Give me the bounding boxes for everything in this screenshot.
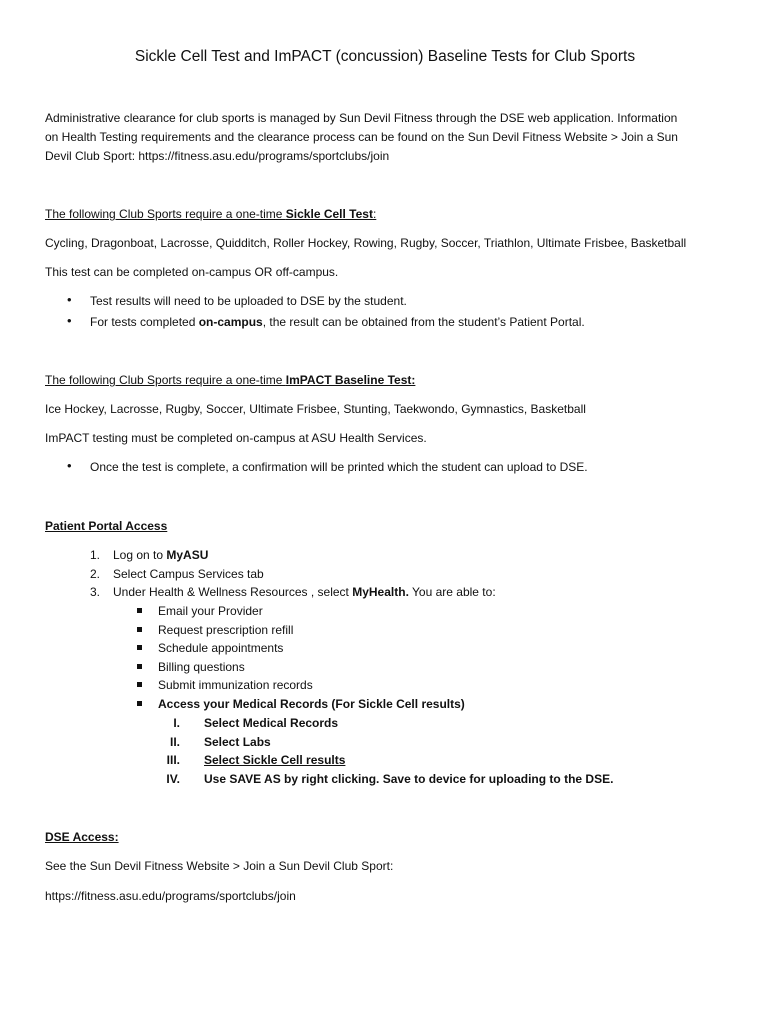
portal-heading: Patient Portal Access [45,519,168,533]
portal-step-3-prefix: Under Health & Wellness Resources , select [113,585,353,599]
impact-note: ImPACT testing must be completed on-campus at ASU Health Services. [45,431,427,445]
roman-step-4: Use SAVE AS by right clicking. Save to device for uploading to the DSE. [204,772,614,786]
impact-sports: Ice Hockey, Lacrosse, Rugby, Soccer, Ultimate Frisbee, Stunting, Taekwondo, Gymnastics, Basketball [45,402,586,416]
sickle-note: This test can be completed on-campus OR off-campus. [45,265,339,279]
square-bullet-icon [137,701,142,706]
square-bullet-icon [137,608,142,613]
sickle-heading [45,207,376,221]
sickle-bullet-2-bold: on-campus [198,315,263,329]
portal-sub-item: Billing questions [158,660,245,674]
step-number: 2. [89,567,100,581]
bullet-icon: • [67,458,72,473]
page-title: Sickle Cell Test and ImPACT (concussion) Baseline Tests for Club Sports [134,48,636,65]
roman-numeral: II. [169,735,180,749]
roman-numeral: IV. [166,772,180,786]
bullet-icon: • [67,292,72,307]
portal-sub-item: Submit immunization records [158,678,313,692]
sickle-bullet-2 [90,315,585,329]
portal-sub-item: Email your Provider [158,604,263,618]
impact-heading [45,373,415,387]
sickle-bullet-1: Test results will need to be uploaded to DSE by the student. [90,294,407,308]
portal-step-1-prefix: Log on to [113,548,167,562]
portal-sub-item: Schedule appointments [158,641,284,655]
impact-heading-prefix: The following Club Sports require a one-time [45,373,286,387]
dse-line-1: See the Sun Devil Fitness Website > Join a Sun Devil Club Sport: [45,859,394,873]
portal-step-2: Select Campus Services tab [113,567,264,581]
portal-step-1-bold: MyASU [166,548,209,562]
square-bullet-icon [137,627,142,632]
sickle-bullet-2-prefix: For tests completed [90,315,199,329]
portal-step-1 [113,548,208,562]
intro-line-2: on Health Testing requirements and the clearance process can be found on the Sun Devil Fitness Website > Join a Sun [45,130,678,144]
roman-numeral: I. [173,716,180,730]
portal-step-3-bold: MyHealth. [352,585,409,599]
sickle-sports: Cycling, Dragonboat, Lacrosse, Quidditch, Roller Hockey, Rowing, Rugby, Soccer, Triathlon, Ultimate Frisbee, Basketball [45,236,687,250]
intro-line-1: Administrative clearance for club sports is managed by Sun Devil Fitness through the DSE web application. Information [45,111,678,125]
dse-heading: DSE Access: [45,830,119,844]
square-bullet-icon [137,682,142,687]
portal-step-3-suffix: You are able to: [408,585,496,599]
dse-link: https://fitness.asu.edu/programs/sportclubs/join [45,889,296,903]
impact-bullet-1: Once the test is complete, a confirmation will be printed which the student can upload to DSE. [90,460,588,474]
portal-sub-item-medical-records: Access your Medical Records (For Sickle Cell results) [158,697,465,711]
bullet-icon: • [67,313,72,328]
step-number: 3. [89,585,100,599]
roman-step-3: Select Sickle Cell results [204,753,346,767]
intro-line-3: Devil Club Sport: https://fitness.asu.edu/programs/sportclubs/join [45,149,390,163]
portal-sub-item: Request prescription refill [158,623,294,637]
square-bullet-icon [137,645,142,650]
sickle-bullet-2-suffix: , the result can be obtained from the student’s Patient Portal. [262,315,585,329]
sickle-heading-suffix: : [372,207,377,221]
roman-step-2: Select Labs [204,735,271,749]
sickle-heading-prefix: The following Club Sports require a one-time [45,207,286,221]
impact-heading-bold: ImPACT Baseline Test: [285,373,416,387]
step-number: 1. [89,548,100,562]
portal-step-3 [113,585,496,599]
roman-numeral: III. [166,753,180,767]
roman-step-1: Select Medical Records [204,716,339,730]
sickle-heading-bold: Sickle Cell Test [285,207,373,221]
square-bullet-icon [137,664,142,669]
